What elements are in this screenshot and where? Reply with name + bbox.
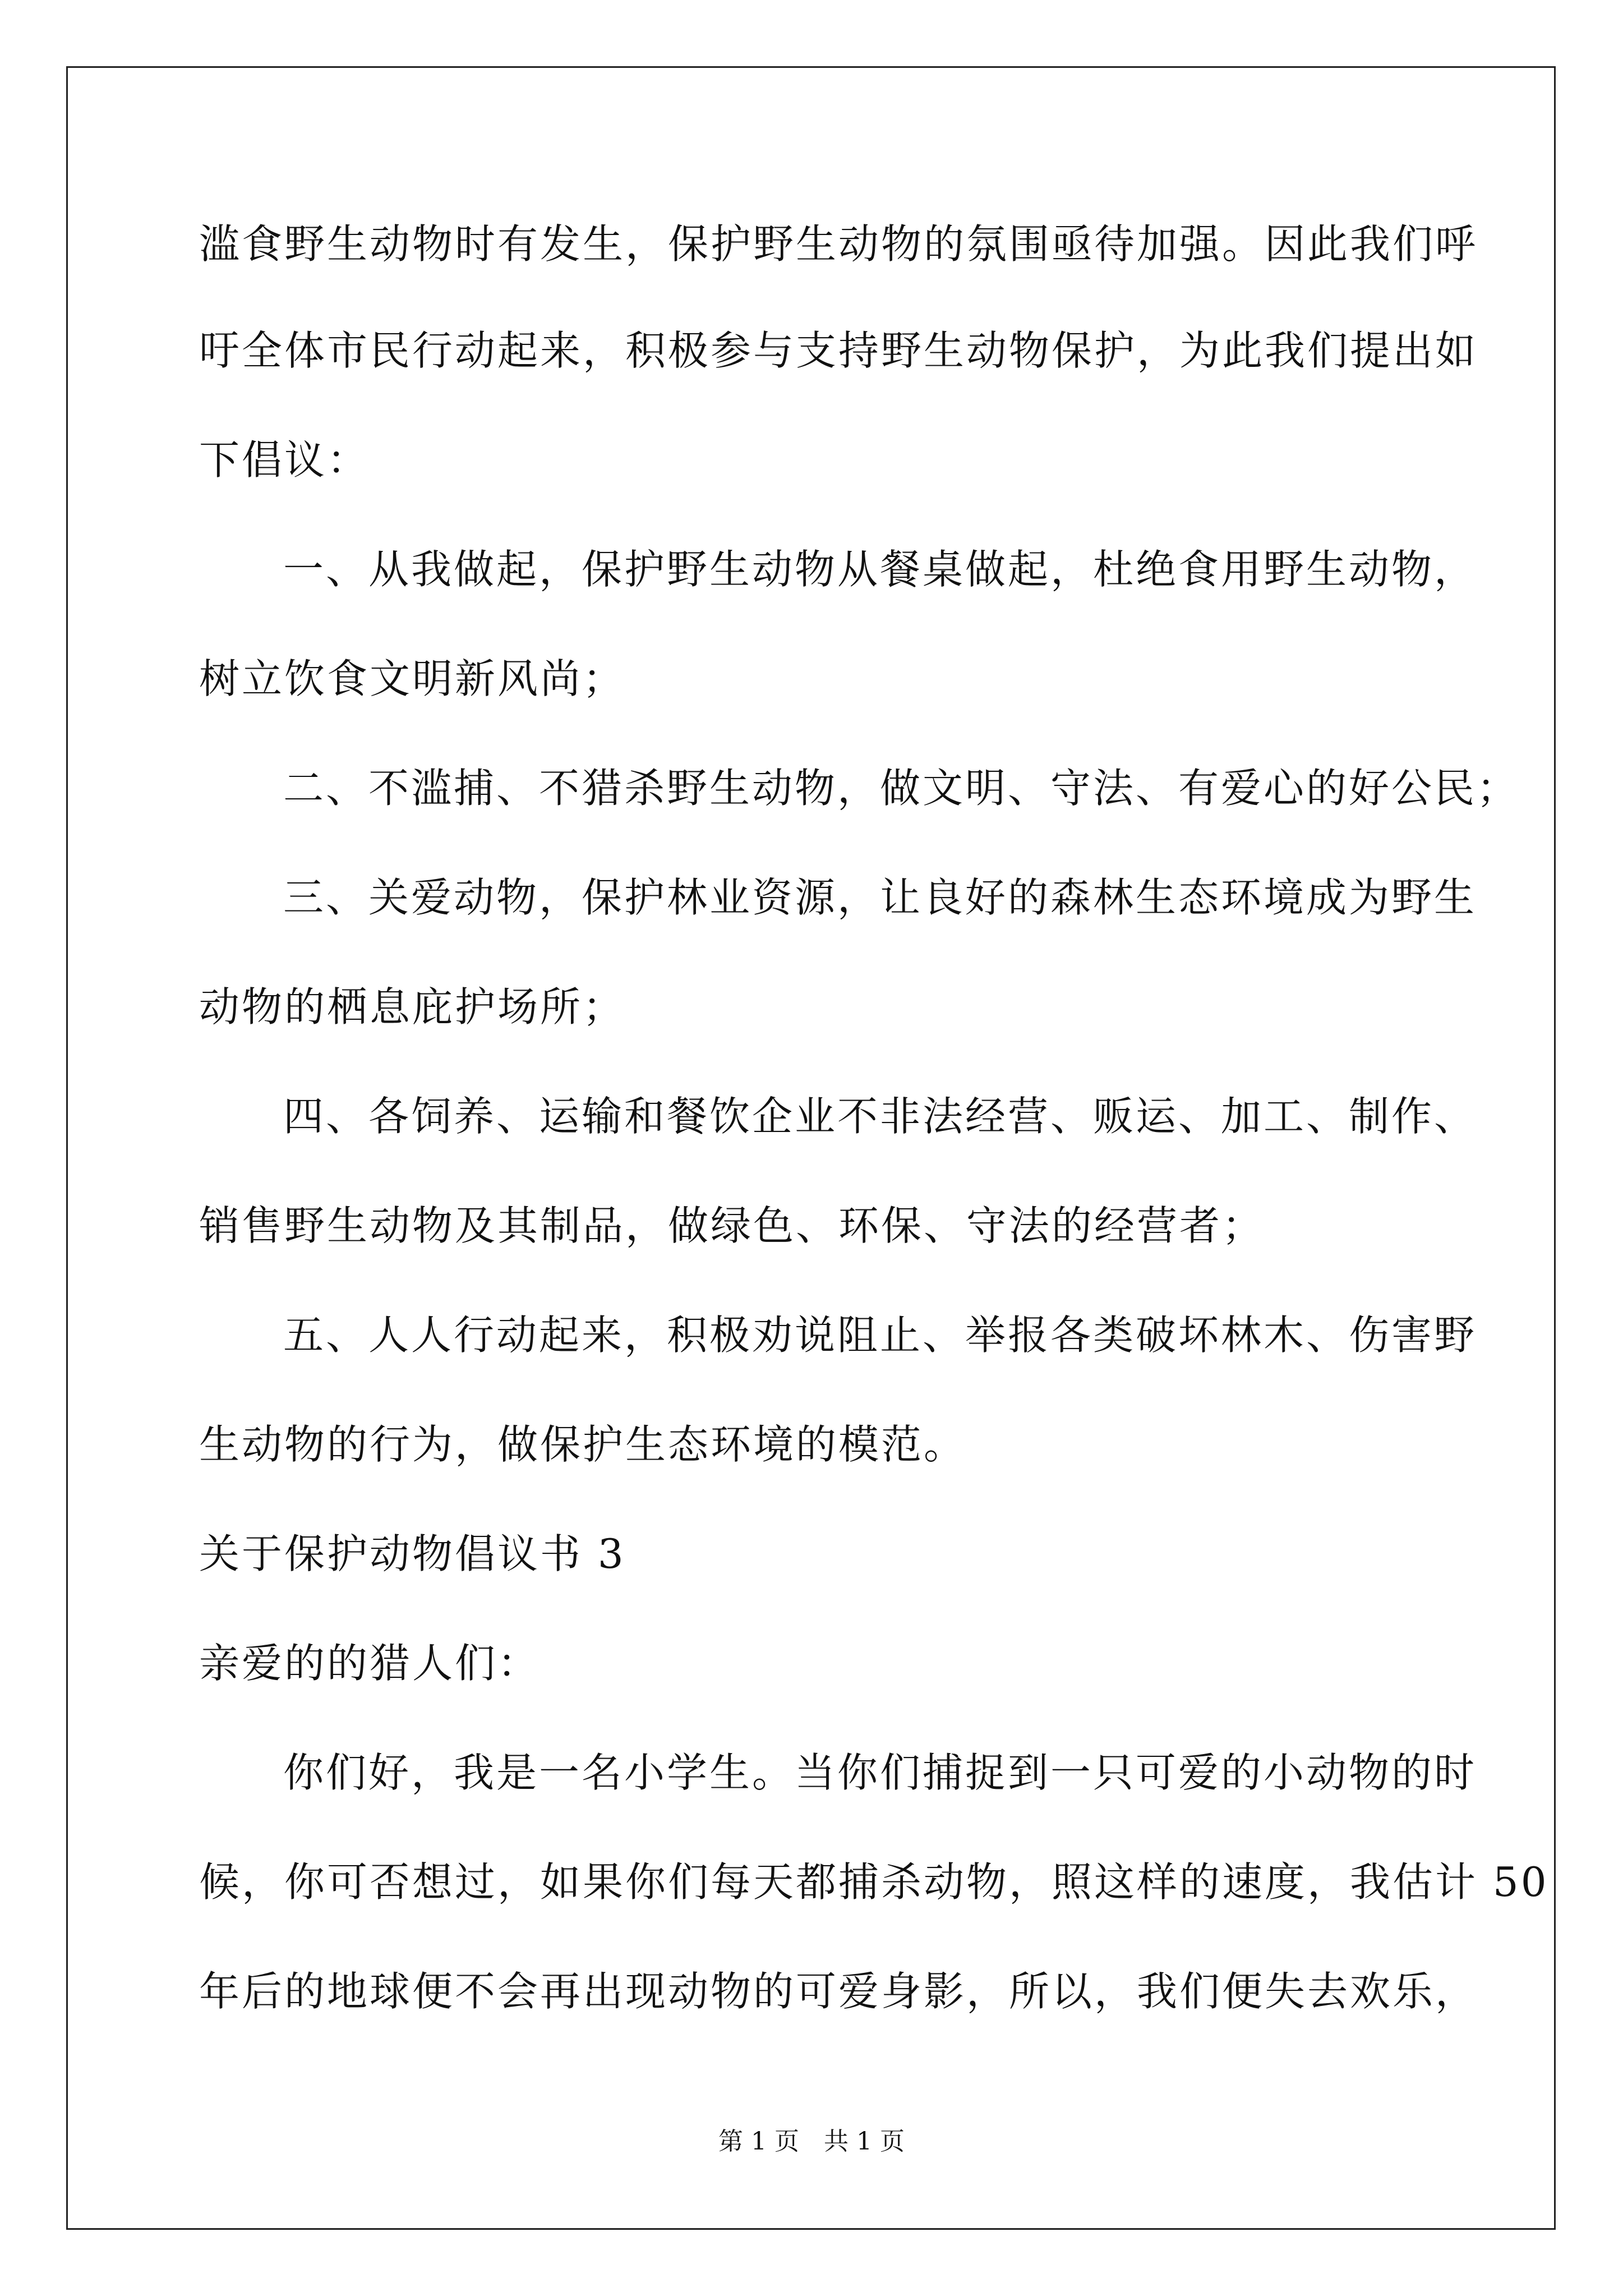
text-line: 年后的地球便不会再出现动物的可爱身影，所以，我们便失去欢乐， xyxy=(199,1968,1478,2015)
text-line: 五、人人行动起来，积极劝说阻止、举报各类破坏林木、伤害野 xyxy=(283,1312,1477,1359)
text-line: 下倡议： xyxy=(199,436,370,484)
text-line: 树立饮食文明新风尚； xyxy=(199,655,626,702)
salutation: 亲爱的的猎人们： xyxy=(199,1640,541,1687)
text-line: 二、不滥捕、不猎杀野生动物，做文明、守法、有爱心的好公民； xyxy=(283,765,1520,812)
text-line: 生动物的行为，做保护生态环境的模范。 xyxy=(199,1421,967,1468)
text-line: 候，你可否想过，如果你们每天都捕杀动物，照这样的速度，我估计 50 xyxy=(199,1858,1549,1906)
section-title: 关于保护动物倡议书 3 xyxy=(199,1530,626,1577)
text-line: 你们好，我是一名小学生。当你们捕捉到一只可爱的小动物的时 xyxy=(283,1749,1477,1796)
text-line: 吁全体市民行动起来，积极参与支持野生动物保护，为此我们提出如 xyxy=(199,327,1478,374)
text-line: 三、关爱动物，保护林业资源，让良好的森林生态环境成为野生 xyxy=(283,874,1477,921)
page-footer: 第 1 页 共 1 页 xyxy=(718,2127,905,2156)
text-line: 销售野生动物及其制品，做绿色、环保、守法的经营者； xyxy=(199,1202,1265,1249)
text-line: 四、各饲养、运输和餐饮企业不非法经营、贩运、加工、制作、 xyxy=(283,1093,1477,1140)
text-line: 一、从我做起，保护野生动物从餐桌做起，杜绝食用野生动物， xyxy=(283,546,1477,593)
text-line: 滥食野生动物时有发生，保护野生动物的氛围亟待加强。因此我们呼 xyxy=(199,220,1478,268)
text-line: 动物的栖息庇护场所； xyxy=(199,983,626,1030)
